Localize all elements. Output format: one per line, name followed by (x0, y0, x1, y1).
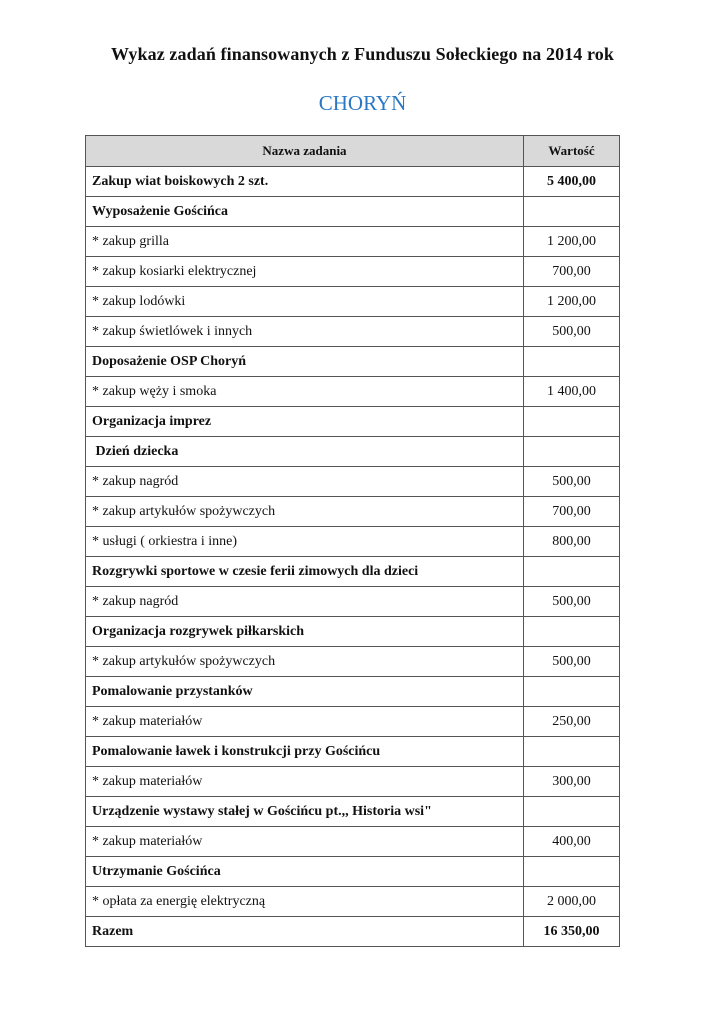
task-name-cell: Razem (86, 917, 524, 947)
table-row (86, 257, 620, 287)
task-name-cell: * zakup grilla (86, 227, 524, 257)
table-row (86, 827, 620, 857)
task-value-cell: 1 200,00 (524, 227, 620, 257)
task-name-cell: * zakup materiałów (86, 707, 524, 737)
table-body (86, 167, 620, 947)
table-row (86, 617, 620, 647)
task-value-cell (524, 617, 620, 647)
task-name-cell: Doposażenie OSP Choryń (86, 347, 524, 377)
header-value: Wartość (524, 136, 620, 167)
table-row (86, 587, 620, 617)
task-name-cell: Pomalowanie ławek i konstrukcji przy Gościńcu (86, 737, 524, 767)
table-row (86, 557, 620, 587)
task-name-cell: Rozgrywki sportowe w czesie ferii zimowych dla dzieci (86, 557, 524, 587)
table-row (86, 527, 620, 557)
task-name-cell: * zakup nagród (86, 467, 524, 497)
tasks-table (85, 135, 620, 947)
task-name-cell: * zakup świetlówek i innych (86, 317, 524, 347)
task-name-cell: * zakup nagród (86, 587, 524, 617)
header-task-name: Nazwa zadania (86, 136, 524, 167)
task-value-cell (524, 407, 620, 437)
task-name-cell: * zakup artykułów spożywczych (86, 497, 524, 527)
task-name-cell: * zakup kosiarki elektrycznej (86, 257, 524, 287)
task-name-cell: * zakup materiałów (86, 827, 524, 857)
task-value-cell: 500,00 (524, 647, 620, 677)
table-header-row (86, 136, 620, 167)
task-value-cell: 700,00 (524, 257, 620, 287)
task-name-cell: Dzień dziecka (86, 437, 524, 467)
task-name-cell: * opłata za energię elektryczną (86, 887, 524, 917)
table-row (86, 347, 620, 377)
task-name-cell: * zakup materiałów (86, 767, 524, 797)
task-value-cell (524, 557, 620, 587)
table-row (86, 287, 620, 317)
task-value-cell (524, 857, 620, 887)
table-row (86, 407, 620, 437)
task-name-cell: * usługi ( orkiestra i inne) (86, 527, 524, 557)
table-row (86, 737, 620, 767)
task-value-cell: 2 000,00 (524, 887, 620, 917)
table-row (86, 317, 620, 347)
task-value-cell (524, 677, 620, 707)
task-value-cell: 250,00 (524, 707, 620, 737)
task-value-cell: 300,00 (524, 767, 620, 797)
task-value-cell: 5 400,00 (524, 167, 620, 197)
table-row (86, 857, 620, 887)
task-value-cell (524, 197, 620, 227)
table-row (86, 497, 620, 527)
task-value-cell: 800,00 (524, 527, 620, 557)
table-row (86, 887, 620, 917)
table-row (86, 377, 620, 407)
document-title: Wykaz zadań finansowanych z Funduszu Sołeckiego na 2014 rok (111, 44, 614, 64)
task-name-cell: * zakup lodówki (86, 287, 524, 317)
table-row (86, 467, 620, 497)
task-value-cell (524, 797, 620, 827)
task-name-cell: Utrzymanie Gościńca (86, 857, 524, 887)
village-name: CHORYŃ (318, 91, 407, 115)
table-row (86, 197, 620, 227)
task-name-cell: Urządzenie wystawy stałej w Gościńcu pt.,, Historia wsi" (86, 797, 524, 827)
task-name-cell: * zakup artykułów spożywczych (86, 647, 524, 677)
task-name-cell: Organizacja rozgrywek piłkarskich (86, 617, 524, 647)
table-row (86, 797, 620, 827)
table-row (86, 647, 620, 677)
task-name-cell: * zakup węży i smoka (86, 377, 524, 407)
task-value-cell: 1 400,00 (524, 377, 620, 407)
table-row (86, 677, 620, 707)
task-value-cell: 1 200,00 (524, 287, 620, 317)
total-row (86, 917, 620, 947)
table-row (86, 167, 620, 197)
task-value-cell: 500,00 (524, 317, 620, 347)
table-row (86, 707, 620, 737)
task-name-cell: Wyposażenie Gościńca (86, 197, 524, 227)
task-value-cell: 16 350,00 (524, 917, 620, 947)
task-value-cell: 700,00 (524, 497, 620, 527)
task-value-cell (524, 347, 620, 377)
task-value-cell (524, 737, 620, 767)
task-name-cell: Pomalowanie przystanków (86, 677, 524, 707)
task-value-cell: 400,00 (524, 827, 620, 857)
task-value-cell: 500,00 (524, 587, 620, 617)
task-name-cell: Organizacja imprez (86, 407, 524, 437)
table-row (86, 437, 620, 467)
task-value-cell: 500,00 (524, 467, 620, 497)
task-value-cell (524, 437, 620, 467)
task-name-cell: Zakup wiat boiskowych 2 szt. (86, 167, 524, 197)
table-row (86, 227, 620, 257)
table-row (86, 767, 620, 797)
